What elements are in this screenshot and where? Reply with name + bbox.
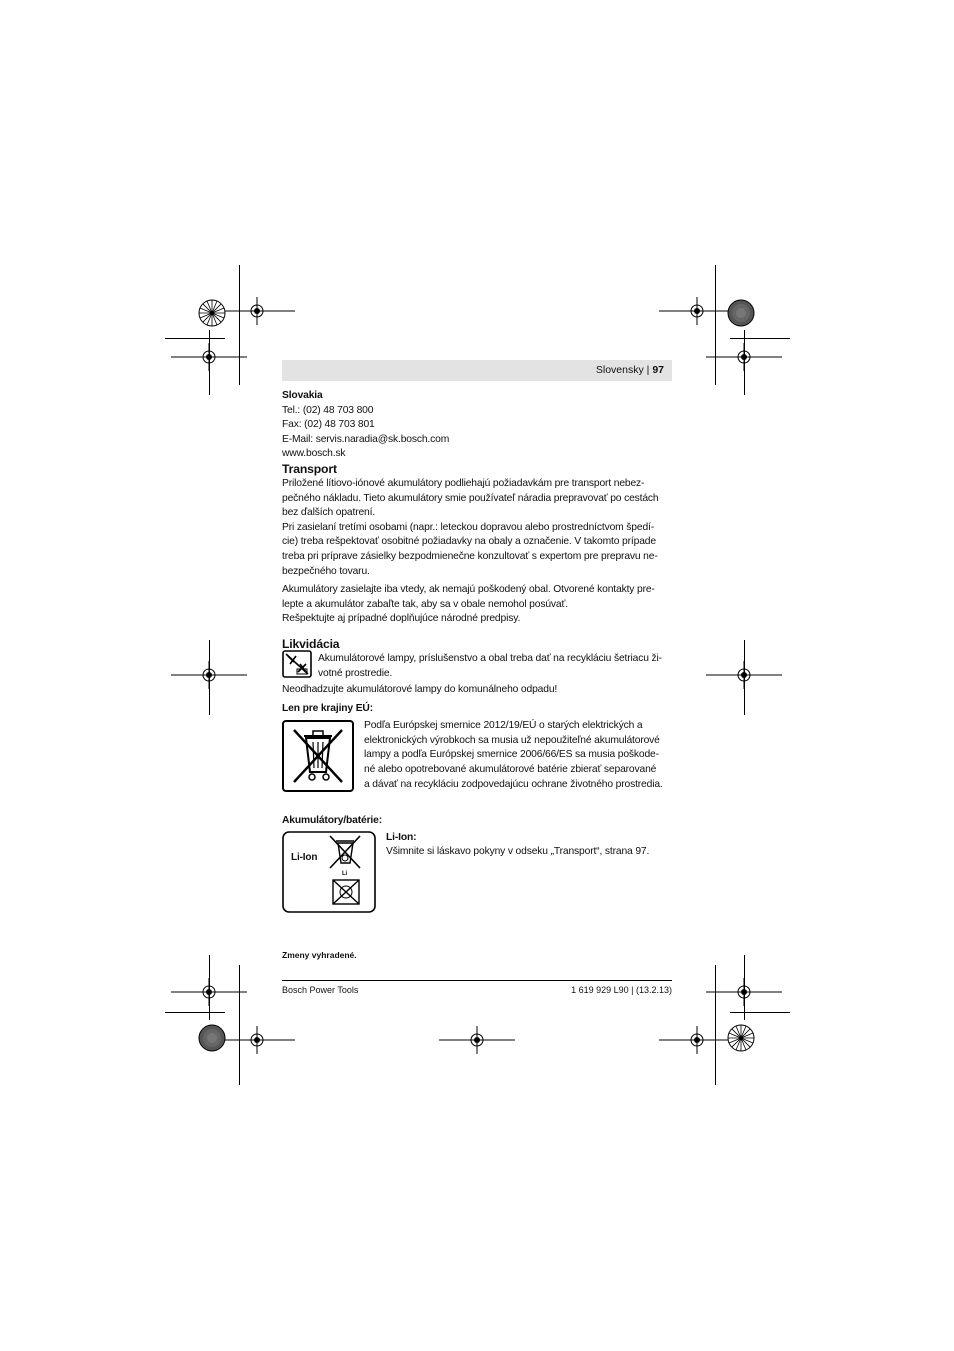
text-line: bezpečného tovaru. bbox=[282, 565, 370, 577]
text-line: lepte a akumulátor zabaľte tak, aby sa v obale nemohol posúvať. bbox=[282, 598, 568, 610]
contact-country: Slovakia bbox=[282, 390, 323, 401]
transport-paragraph-2 bbox=[282, 583, 672, 627]
header-page-number: 97 bbox=[652, 364, 664, 376]
header-text bbox=[596, 364, 664, 377]
contact-tel: Tel.: (02) 48 703 800 bbox=[282, 404, 374, 416]
text-line: Akumulátory zasielajte iba vtedy, ak nemajú poškodený obal. Otvorené kontakty pre- bbox=[282, 584, 655, 596]
changes-note: Zmeny vyhradené. bbox=[282, 950, 357, 960]
text-line: lampy a podľa Európskej smernice 2006/66/ES sa musia poškode- bbox=[364, 749, 659, 761]
text-line: elektronických výrobkoch sa musia už nepoužiteľné akumulátorové bbox=[364, 734, 660, 746]
text-line: cie) treba rešpektovať osobitné požiadavky na obaly a označenie. V takomto prípade bbox=[282, 536, 656, 548]
footer-left: Bosch Power Tools bbox=[282, 985, 359, 995]
li-small-label: Li bbox=[342, 870, 348, 877]
liion-text bbox=[386, 831, 649, 860]
text-line: treba pri príprave zásielky bezpodmienečne konzultovať s expertom pre prepravu ne- bbox=[282, 550, 658, 562]
eu-heading: Len pre krajiny EÚ: bbox=[282, 702, 373, 714]
recycle-text bbox=[318, 652, 662, 681]
crossed-bin-icon bbox=[282, 720, 354, 792]
liion-note: Všimnite si láskavo pokyny v odseku „Transport“, strana 97. bbox=[386, 846, 650, 858]
liion-icon-label: Li-Ion bbox=[291, 851, 318, 863]
disposal-heading: Likvidácia bbox=[282, 636, 340, 651]
text-line: votné prostredie. bbox=[318, 667, 393, 679]
contact-email: E-Mail: servis.naradia@sk.bosch.com bbox=[282, 433, 450, 445]
text-line: a dávať na recykláciu zodpovedajúcu ochrane životného prostredia. bbox=[364, 778, 663, 790]
liion-label: Li-Ion: bbox=[386, 831, 417, 843]
text-line: Akumulátorové lampy, príslušenstvo a obal treba dať na recykláciu šetriacu ži- bbox=[318, 652, 662, 664]
eu-row bbox=[282, 720, 672, 792]
recycle-symbol-icon bbox=[282, 650, 312, 678]
transport-heading: Transport bbox=[282, 461, 337, 476]
contact-web: www.bosch.sk bbox=[282, 448, 346, 460]
transport-paragraph-1 bbox=[282, 477, 672, 579]
header-separator: | bbox=[646, 364, 650, 376]
footer-right: 1 619 929 L90 | (13.2.13) bbox=[571, 985, 672, 995]
page-header bbox=[282, 360, 672, 381]
text-line: pečného nákladu. Tieto akumulátory smie používateľ náradia prepravovať po cestách bbox=[282, 492, 659, 504]
text-line: né alebo opotrebované akumulátorové batérie zbierať separované bbox=[364, 764, 657, 776]
contact-fax: Fax: (02) 48 703 801 bbox=[282, 419, 375, 431]
battery-row bbox=[282, 831, 672, 913]
battery-heading: Akumulátory/batérie: bbox=[282, 815, 382, 827]
household-warning: Neodhadzujte akumulátorové lampy do komunálneho odpadu! bbox=[282, 684, 558, 696]
text-line: Pri zasielaní tretími osobami (napr.: leteckou dopravou alebo prostredníctvom špedí- bbox=[282, 521, 655, 533]
text-line: Priložené lítiovo-iónové akumulátory podliehajú požiadavkám pre transport nebez- bbox=[282, 477, 645, 489]
footer-divider bbox=[282, 980, 672, 981]
text-line: bez ďalších opatrení. bbox=[282, 507, 376, 519]
text-line: Rešpektujte aj prípadné doplňujúce národné predpisy. bbox=[282, 613, 521, 625]
recycle-row bbox=[282, 652, 672, 681]
eu-text bbox=[364, 719, 663, 792]
liion-symbol-icon bbox=[282, 831, 376, 913]
text-line: Podľa Európskej smernice 2012/19/EÚ o starých elektrických a bbox=[364, 720, 643, 732]
page-content bbox=[282, 389, 672, 913]
header-language: Slovensky bbox=[595, 364, 644, 376]
